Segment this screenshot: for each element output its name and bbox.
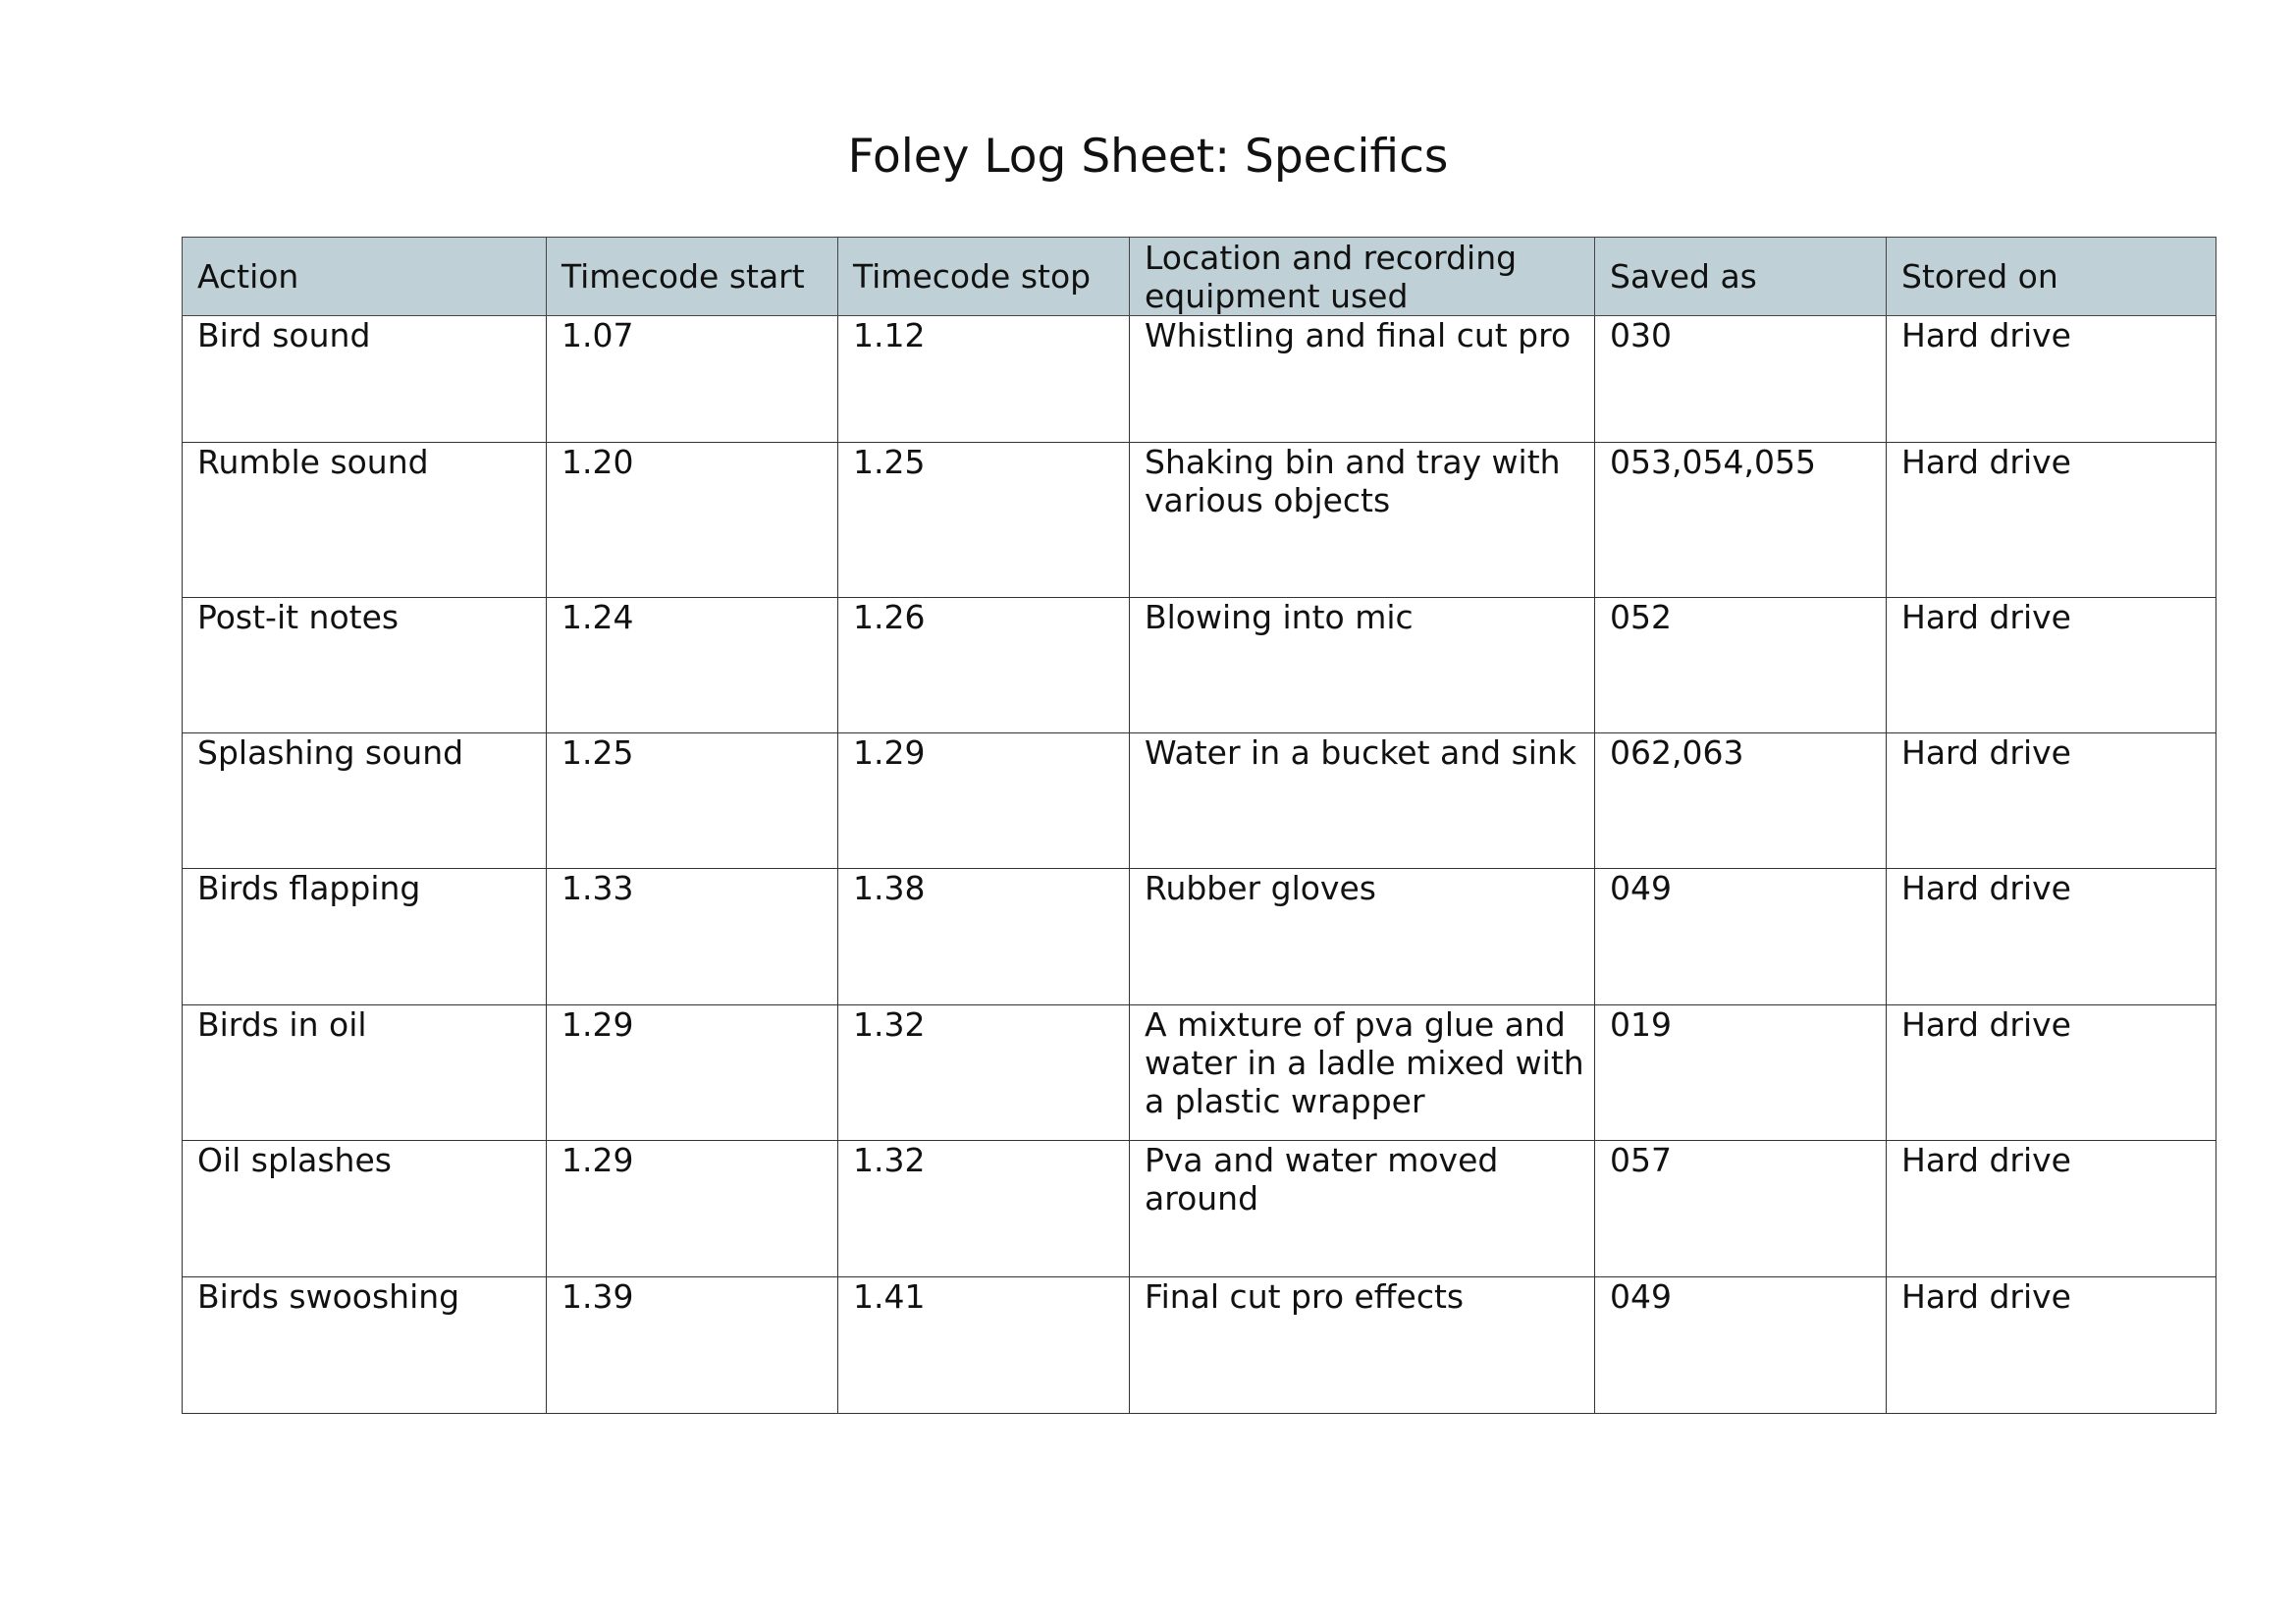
cell-action: Birds swooshing xyxy=(183,1277,547,1414)
cell-action: Bird sound xyxy=(183,316,547,443)
cell-stored-on: Hard drive xyxy=(1887,1005,2216,1141)
cell-timecode-stop: 1.26 xyxy=(838,598,1130,733)
cell-timecode-start: 1.29 xyxy=(547,1141,838,1277)
cell-stored-on: Hard drive xyxy=(1887,1141,2216,1277)
cell-timecode-stop: 1.32 xyxy=(838,1005,1130,1141)
table-row xyxy=(183,1005,2216,1141)
cell-stored-on: Hard drive xyxy=(1887,1277,2216,1414)
cell-action: Splashing sound xyxy=(183,733,547,869)
cell-location-equipment: Blowing into mic xyxy=(1130,598,1595,733)
cell-action: Rumble sound xyxy=(183,443,547,598)
cell-action: Post-it notes xyxy=(183,598,547,733)
cell-stored-on: Hard drive xyxy=(1887,733,2216,869)
cell-saved-as: 049 xyxy=(1595,1277,1887,1414)
cell-timecode-start: 1.33 xyxy=(547,869,838,1005)
header-location-equipment: Location and recording equipment used xyxy=(1130,238,1595,316)
table-row xyxy=(183,1277,2216,1414)
cell-location-equipment: Whistling and final cut pro xyxy=(1130,316,1595,443)
cell-timecode-start: 1.24 xyxy=(547,598,838,733)
header-stored-on: Stored on xyxy=(1887,238,2216,316)
cell-location-equipment: Water in a bucket and sink xyxy=(1130,733,1595,869)
cell-location-equipment: Final cut pro effects xyxy=(1130,1277,1595,1414)
table-row xyxy=(183,1141,2216,1277)
table-row xyxy=(183,316,2216,443)
header-timecode-start: Timecode start xyxy=(547,238,838,316)
cell-saved-as: 057 xyxy=(1595,1141,1887,1277)
header-timecode-stop: Timecode stop xyxy=(838,238,1130,316)
cell-saved-as: 019 xyxy=(1595,1005,1887,1141)
cell-location-equipment: Pva and water moved around xyxy=(1130,1141,1595,1277)
cell-timecode-stop: 1.25 xyxy=(838,443,1130,598)
table-row xyxy=(183,443,2216,598)
cell-timecode-start: 1.25 xyxy=(547,733,838,869)
cell-stored-on: Hard drive xyxy=(1887,443,2216,598)
cell-location-equipment: A mixture of pva glue and water in a ladle mixed with a plastic wrapper xyxy=(1130,1005,1595,1141)
cell-location-equipment: Rubber gloves xyxy=(1130,869,1595,1005)
cell-timecode-stop: 1.29 xyxy=(838,733,1130,869)
cell-saved-as: 030 xyxy=(1595,316,1887,443)
cell-stored-on: Hard drive xyxy=(1887,869,2216,1005)
cell-action: Birds in oil xyxy=(183,1005,547,1141)
cell-stored-on: Hard drive xyxy=(1887,598,2216,733)
table-row xyxy=(183,733,2216,869)
cell-saved-as: 062,063 xyxy=(1595,733,1887,869)
table-row xyxy=(183,869,2216,1005)
table-header-row xyxy=(183,238,2216,316)
header-action: Action xyxy=(183,238,547,316)
table-row xyxy=(183,598,2216,733)
cell-timecode-stop: 1.12 xyxy=(838,316,1130,443)
cell-saved-as: 053,054,055 xyxy=(1595,443,1887,598)
cell-location-equipment: Shaking bin and tray with various objects xyxy=(1130,443,1595,598)
cell-timecode-stop: 1.38 xyxy=(838,869,1130,1005)
cell-timecode-stop: 1.32 xyxy=(838,1141,1130,1277)
cell-timecode-start: 1.29 xyxy=(547,1005,838,1141)
cell-timecode-start: 1.39 xyxy=(547,1277,838,1414)
cell-timecode-stop: 1.41 xyxy=(838,1277,1130,1414)
page-title: Foley Log Sheet: Specifics xyxy=(847,130,1449,184)
cell-action: Oil splashes xyxy=(183,1141,547,1277)
cell-stored-on: Hard drive xyxy=(1887,316,2216,443)
cell-action: Birds flapping xyxy=(183,869,547,1005)
foley-log-table xyxy=(182,237,2216,1414)
cell-timecode-start: 1.07 xyxy=(547,316,838,443)
cell-saved-as: 049 xyxy=(1595,869,1887,1005)
cell-timecode-start: 1.20 xyxy=(547,443,838,598)
header-saved-as: Saved as xyxy=(1595,238,1887,316)
cell-saved-as: 052 xyxy=(1595,598,1887,733)
